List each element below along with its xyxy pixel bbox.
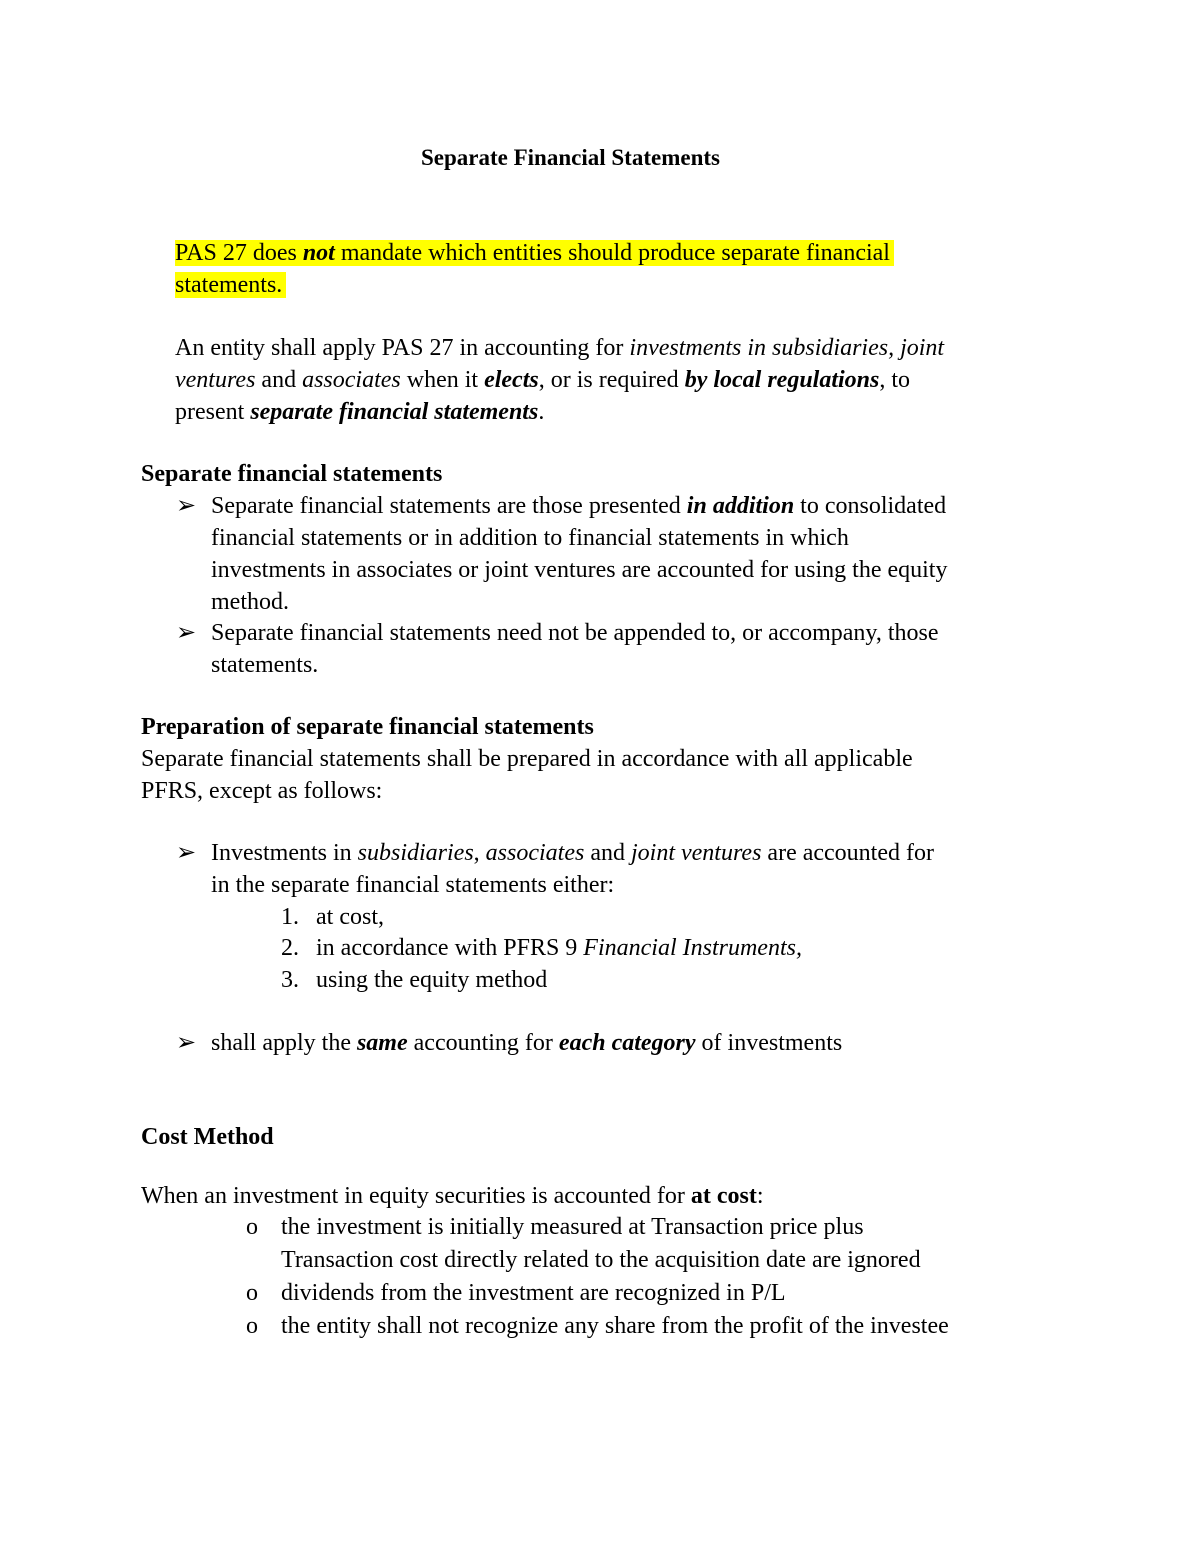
list-item-text: in accordance with PFRS 9 Financial Instruments, xyxy=(316,935,802,961)
arrow-bullet-icon: ➢ xyxy=(176,493,197,519)
highlight-line-2: statements. xyxy=(175,272,286,298)
circle-bullet-icon: o xyxy=(246,1214,258,1240)
list-item: shall apply the same accounting for each category of investments xyxy=(211,1030,843,1056)
list-item-text: using the equity method xyxy=(316,967,548,993)
section-heading-cost: Cost Method xyxy=(141,1124,274,1150)
section-heading-preparation: Preparation of separate financial statements xyxy=(141,714,594,740)
list-item: the entity shall not recognize any share from the profit of the investee xyxy=(281,1313,949,1339)
arrow-bullet-icon: ➢ xyxy=(176,1030,197,1056)
circle-bullet-icon: o xyxy=(246,1313,258,1339)
list-number: 1. xyxy=(281,904,299,930)
preparation-text-line-1: Separate financial statements shall be prepared in accordance with all applicable xyxy=(141,746,913,772)
cost-intro: When an investment in equity securities is accounted for at cost: xyxy=(141,1183,764,1209)
document-title: Separate Financial Statements xyxy=(421,145,720,170)
document-page: Separate Financial Statements PAS 27 does not mandate which entities should produce separate financial statements. An entity shall apply PAS 27 in accounting for investments in subsidiaries, joint ventures and associates when it elects, or is required by local regulations, to present separate financial statements. Separate financial statements ➢ Separate financial statements are those presented in addition to consolidated financial statements or in addition to financial statements in which investments in associates or joint ventures are accounted for using the equity method. ➢ Separate financial statements need not be appended to, or accompany, those statements. Preparation of separate financial statements Separate financial statements shall be prepared in accordance with all applicable PFRS, except as follows: ➢ Investments in subsidiaries, associates and joint ventures are accounted for in the separate financial statements either: 1. at cost, 2. in accordance with PFRS 9 Financial Instruments, 3. using the equity method ➢ shall apply the same accounting for each category of investments Cost Method When an investment in equity securities is accounted for at cost: o the investment is initially measured at Transaction price plus Transaction cost directly related to the acquisition date are ignored o dividends from the investment are recognized in P/L o the entity shall not recognize any share from the profit of the investee xyxy=(0,0,1200,1553)
list-number: 2. xyxy=(281,935,299,961)
arrow-bullet-icon: ➢ xyxy=(176,840,197,866)
arrow-bullet-icon: ➢ xyxy=(176,620,197,646)
highlight-line-1: PAS 27 does not mandate which entities should produce separate financial xyxy=(175,240,894,266)
list-item: dividends from the investment are recognized in P/L xyxy=(281,1280,786,1306)
list-item-text: at cost, xyxy=(316,904,384,930)
section-heading-separate: Separate financial statements xyxy=(141,461,443,487)
circle-bullet-icon: o xyxy=(246,1280,258,1306)
preparation-text-line-2: PFRS, except as follows: xyxy=(141,778,383,804)
list-number: 3. xyxy=(281,967,299,993)
